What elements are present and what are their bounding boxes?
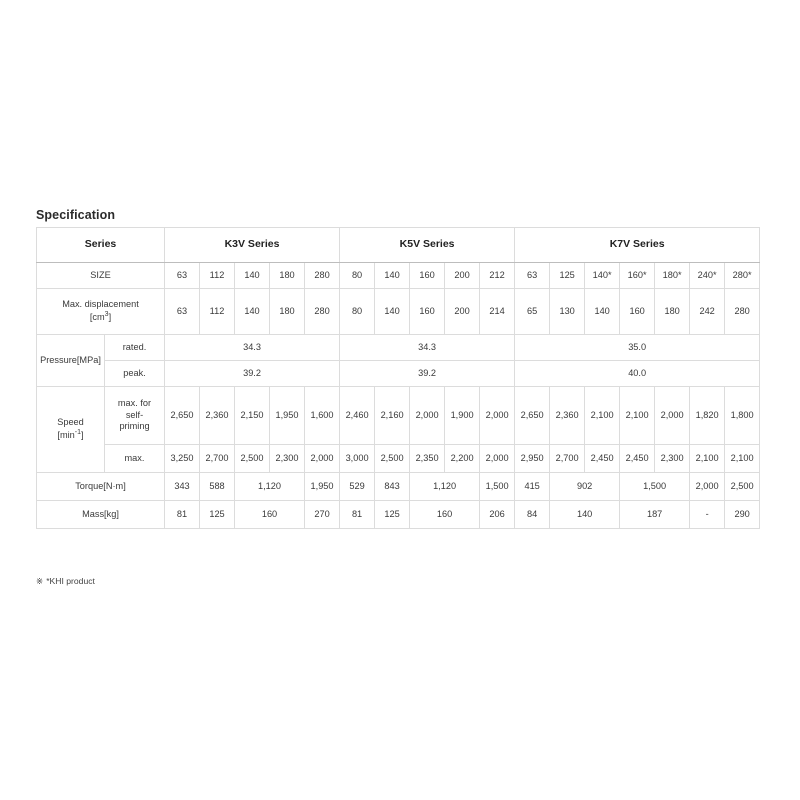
cell-maxdisp-6: 140 [375, 289, 410, 335]
table-row-pressure-rated [37, 335, 760, 361]
cell-size-12: 140* [585, 263, 620, 289]
cell-maxdisp-1: 112 [200, 289, 235, 335]
cell-speed-max-9: 2,000 [480, 445, 515, 473]
series-group-k3v: K3V Series [165, 228, 340, 263]
series-group-k7v: K7V Series [515, 228, 760, 263]
cell-speed-max-10: 2,950 [515, 445, 550, 473]
cell-maxdisp-7: 160 [410, 289, 445, 335]
cell-size-15: 240* [690, 263, 725, 289]
cell-size-6: 140 [375, 263, 410, 289]
table-row-pressure-peak [37, 361, 760, 387]
row-sublabel-speed-self-priming: max. for self- priming [105, 387, 165, 445]
cell-speed-max-15: 2,100 [690, 445, 725, 473]
cell-torque-8: 415 [515, 473, 550, 501]
cell-maxdisp-4: 280 [305, 289, 340, 335]
cell-size-10: 63 [515, 263, 550, 289]
speed-label-line2: $[\min^{-1}]$ [57, 428, 84, 441]
cell-speed-max-8: 2,200 [445, 445, 480, 473]
cell-torque-6: 1,120 [410, 473, 480, 501]
cell-size-7: 160 [410, 263, 445, 289]
cell-size-16: 280* [725, 263, 760, 289]
cell-torque-4: 529 [340, 473, 375, 501]
footnote-text: *KHI product [46, 576, 95, 586]
cell-speed-sp-14: 2,000 [655, 387, 690, 445]
cell-pressure-peak-k5v: 39.2 [340, 361, 515, 387]
cell-speed-sp-1: 2,360 [200, 387, 235, 445]
cell-size-3: 180 [270, 263, 305, 289]
footnote-mark-icon: ※ [36, 576, 44, 586]
cell-maxdisp-14: 180 [655, 289, 690, 335]
table-row-series [37, 228, 760, 263]
cell-mass-6: 160 [410, 501, 480, 529]
cell-speed-sp-12: 2,100 [585, 387, 620, 445]
cell-size-14: 180* [655, 263, 690, 289]
cell-torque-12: 2,500 [725, 473, 760, 501]
cell-torque-0: 343 [165, 473, 200, 501]
table-row-size [37, 263, 760, 289]
cell-torque-10: 1,500 [620, 473, 690, 501]
cell-speed-sp-9: 2,000 [480, 387, 515, 445]
cell-pressure-rated-k3v: 34.3 [165, 335, 340, 361]
cell-mass-1: 125 [200, 501, 235, 529]
cell-speed-sp-15: 1,820 [690, 387, 725, 445]
cell-pressure-peak-k7v: 40.0 [515, 361, 760, 387]
cell-pressure-rated-k7v: 35.0 [515, 335, 760, 361]
max-displacement-label-line1: Max. displacement [62, 299, 139, 310]
cell-torque-2: 1,120 [235, 473, 305, 501]
cell-speed-max-12: 2,450 [585, 445, 620, 473]
cell-speed-max-5: 3,000 [340, 445, 375, 473]
cell-size-1: 112 [200, 263, 235, 289]
cell-size-0: 63 [165, 263, 200, 289]
cell-speed-sp-2: 2,150 [235, 387, 270, 445]
table-row-speed-self-priming [37, 387, 760, 445]
cell-torque-11: 2,000 [690, 473, 725, 501]
max-displacement-label-line2: $[cm^3]$ [89, 310, 112, 323]
cell-speed-sp-11: 2,360 [550, 387, 585, 445]
cell-size-9: 212 [480, 263, 515, 289]
cell-maxdisp-9: 214 [480, 289, 515, 335]
cell-mass-5: 125 [375, 501, 410, 529]
cell-speed-sp-10: 2,650 [515, 387, 550, 445]
cell-maxdisp-10: 65 [515, 289, 550, 335]
table-row-torque [37, 473, 760, 501]
cell-mass-8: 84 [515, 501, 550, 529]
cell-maxdisp-12: 140 [585, 289, 620, 335]
cell-size-2: 140 [235, 263, 270, 289]
row-label-mass: Mass[kg] [37, 501, 165, 529]
cell-speed-max-11: 2,700 [550, 445, 585, 473]
cell-speed-max-16: 2,100 [725, 445, 760, 473]
cell-maxdisp-5: 80 [340, 289, 375, 335]
cell-pressure-peak-k3v: 39.2 [165, 361, 340, 387]
cell-maxdisp-13: 160 [620, 289, 655, 335]
cell-speed-sp-16: 1,800 [725, 387, 760, 445]
cell-mass-0: 81 [165, 501, 200, 529]
cell-speed-sp-0: 2,650 [165, 387, 200, 445]
cell-maxdisp-0: 63 [165, 289, 200, 335]
row-label-pressure: Pressure[MPa] [37, 335, 105, 387]
cell-torque-1: 588 [200, 473, 235, 501]
cell-size-8: 200 [445, 263, 480, 289]
cell-speed-max-6: 2,500 [375, 445, 410, 473]
cell-size-13: 160* [620, 263, 655, 289]
series-header-label: Series [37, 228, 165, 263]
speed-label-line1: Speed [57, 417, 84, 428]
cell-maxdisp-11: 130 [550, 289, 585, 335]
cell-size-5: 80 [340, 263, 375, 289]
cell-maxdisp-16: 280 [725, 289, 760, 335]
cell-speed-sp-4: 1,600 [305, 387, 340, 445]
footnote [36, 576, 95, 587]
cell-speed-max-13: 2,450 [620, 445, 655, 473]
cell-mass-9: 140 [550, 501, 620, 529]
cell-speed-sp-3: 1,950 [270, 387, 305, 445]
row-label-max-displacement [37, 289, 165, 335]
cell-speed-sp-6: 2,160 [375, 387, 410, 445]
cell-maxdisp-3: 180 [270, 289, 305, 335]
table-row-max-displacement [37, 289, 760, 335]
cell-speed-max-2: 2,500 [235, 445, 270, 473]
cell-mass-11: - [690, 501, 725, 529]
section-title: Specification [36, 208, 116, 222]
cell-size-4: 280 [305, 263, 340, 289]
cell-mass-3: 270 [305, 501, 340, 529]
cell-torque-9: 902 [550, 473, 620, 501]
specification-section [36, 208, 754, 529]
cell-maxdisp-2: 140 [235, 289, 270, 335]
cell-mass-7: 206 [480, 501, 515, 529]
cell-speed-max-14: 2,300 [655, 445, 690, 473]
row-sublabel-pressure-rated: rated. [105, 335, 165, 361]
row-label-torque: Torque[N·m] [37, 473, 165, 501]
cell-mass-12: 290 [725, 501, 760, 529]
cell-speed-sp-13: 2,100 [620, 387, 655, 445]
cell-speed-max-7: 2,350 [410, 445, 445, 473]
cell-mass-4: 81 [340, 501, 375, 529]
cell-maxdisp-8: 200 [445, 289, 480, 335]
cell-speed-max-1: 2,700 [200, 445, 235, 473]
table-row-mass [37, 501, 760, 529]
cell-speed-max-0: 3,250 [165, 445, 200, 473]
cell-speed-max-3: 2,300 [270, 445, 305, 473]
row-sublabel-speed-max: max. [105, 445, 165, 473]
cell-mass-2: 160 [235, 501, 305, 529]
cell-speed-sp-8: 1,900 [445, 387, 480, 445]
row-label-size: SIZE [37, 263, 165, 289]
row-label-speed [37, 387, 105, 473]
row-sublabel-pressure-peak: peak. [105, 361, 165, 387]
series-group-k5v: K5V Series [340, 228, 515, 263]
cell-torque-5: 843 [375, 473, 410, 501]
cell-torque-3: 1,950 [305, 473, 340, 501]
cell-size-11: 125 [550, 263, 585, 289]
table-row-speed-max [37, 445, 760, 473]
cell-torque-7: 1,500 [480, 473, 515, 501]
cell-speed-sp-5: 2,460 [340, 387, 375, 445]
cell-speed-sp-7: 2,000 [410, 387, 445, 445]
specification-table [36, 227, 760, 529]
cell-speed-max-4: 2,000 [305, 445, 340, 473]
cell-pressure-rated-k5v: 34.3 [340, 335, 515, 361]
cell-mass-10: 187 [620, 501, 690, 529]
cell-maxdisp-15: 242 [690, 289, 725, 335]
